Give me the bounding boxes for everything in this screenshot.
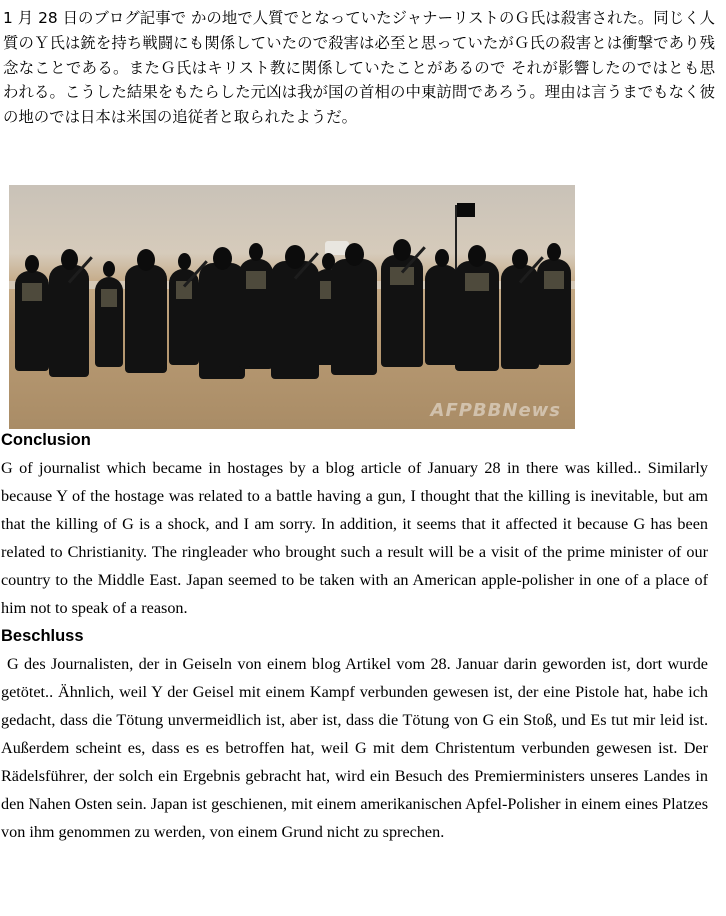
photo-figure-vest	[246, 271, 265, 289]
photo-figure-head	[61, 249, 78, 270]
photo-figure-head	[512, 249, 528, 269]
conclusion-heading: Conclusion	[1, 431, 91, 449]
photo-figure-head	[25, 255, 39, 273]
photo-figure	[125, 265, 167, 373]
photo-figure-head	[249, 243, 263, 261]
photo-watermark: AFPBBNews	[430, 400, 561, 421]
news-photo	[9, 185, 575, 429]
photo-figure-vest	[465, 273, 490, 291]
photo-figure-head	[547, 243, 561, 261]
photo-figure-head	[137, 249, 155, 271]
photo-figure-head	[213, 247, 232, 270]
photo-figure-vest	[101, 289, 117, 307]
japanese-paragraph: 1 月 28 日のブログ記事で かの地で人質でとなっていたジャナーリストのＧ氏は殺害された。同じく人質のＹ氏は銃を持ち戦闘にも関係していたので殺害は必至と思っていたがＧ氏の殺害とは衝撃であり残念なことである。またＧ氏はキリスト教に関係していたことがあるので それが影響したのではとも思われる。こうした結果をもたらした元凶は我が国の首相の中東訪問であろう。理由は言うまでもなく彼の地のでは日本は米国の追従者と取られたようだ。	[3, 9, 715, 127]
photo-figure	[331, 259, 377, 375]
photo-figure-vest	[22, 283, 41, 301]
photo-figure-head	[393, 239, 411, 261]
photo-figure-head	[435, 249, 449, 267]
photo-flag	[457, 203, 475, 217]
photo-figure-head	[468, 245, 486, 267]
english-paragraph: G of journalist which became in hostages by a blog article of January 28 in there was killed.. Similarly because Y of the hostage was related to a battle having a gun, I thought that the killing is inevitable, but am that the killing of G is a shock, and I am sorry. In addition, it seems that it affected it because G has been related to Christianity. The ringleader who brought such a result will be a visit of the prime minister of our country to the Middle East. Japan seemed to be taken with an American apple-polisher in one of a place of him not to speak of a reason.	[1, 459, 708, 617]
photo-figure-head	[178, 253, 191, 270]
photo-figure-vest	[544, 271, 563, 289]
photo-figure	[425, 265, 459, 365]
photo-figure-head	[285, 245, 305, 269]
photo-figure-head	[345, 243, 364, 266]
beschluss-heading: Beschluss	[1, 627, 84, 645]
photo-figure-head	[103, 261, 115, 277]
german-paragraph: G des Journalisten, der in Geiseln von einem blog Artikel vom 28. Januar darin geworden ist, dort wurde getötet.. Ähnlich, weil Y der Geisel mit einem Kampf verbunden gewesen ist, der eine Pistole hat, habe ich gedacht, dass die Tötung unvermeidlich ist, aber ist, dass die Tötung von G ein Stoß, und Es tut mir leid ist. Außerdem scheint es, dass es es betroffen hat, weil G mit dem Christentum verbunden gewesen ist. Der Rädelsführer, der solch ein Ergebnis gebracht hat, wird ein Besuch des Premierministers unseres Landes in den Nahen Osten sein. Japan ist geschienen, mit einem amerikanischen Apfel-Polisher in einem eines Platzes von ihm genommen zu werden, von einem Grund nicht zu sprechen.	[1, 655, 708, 841]
